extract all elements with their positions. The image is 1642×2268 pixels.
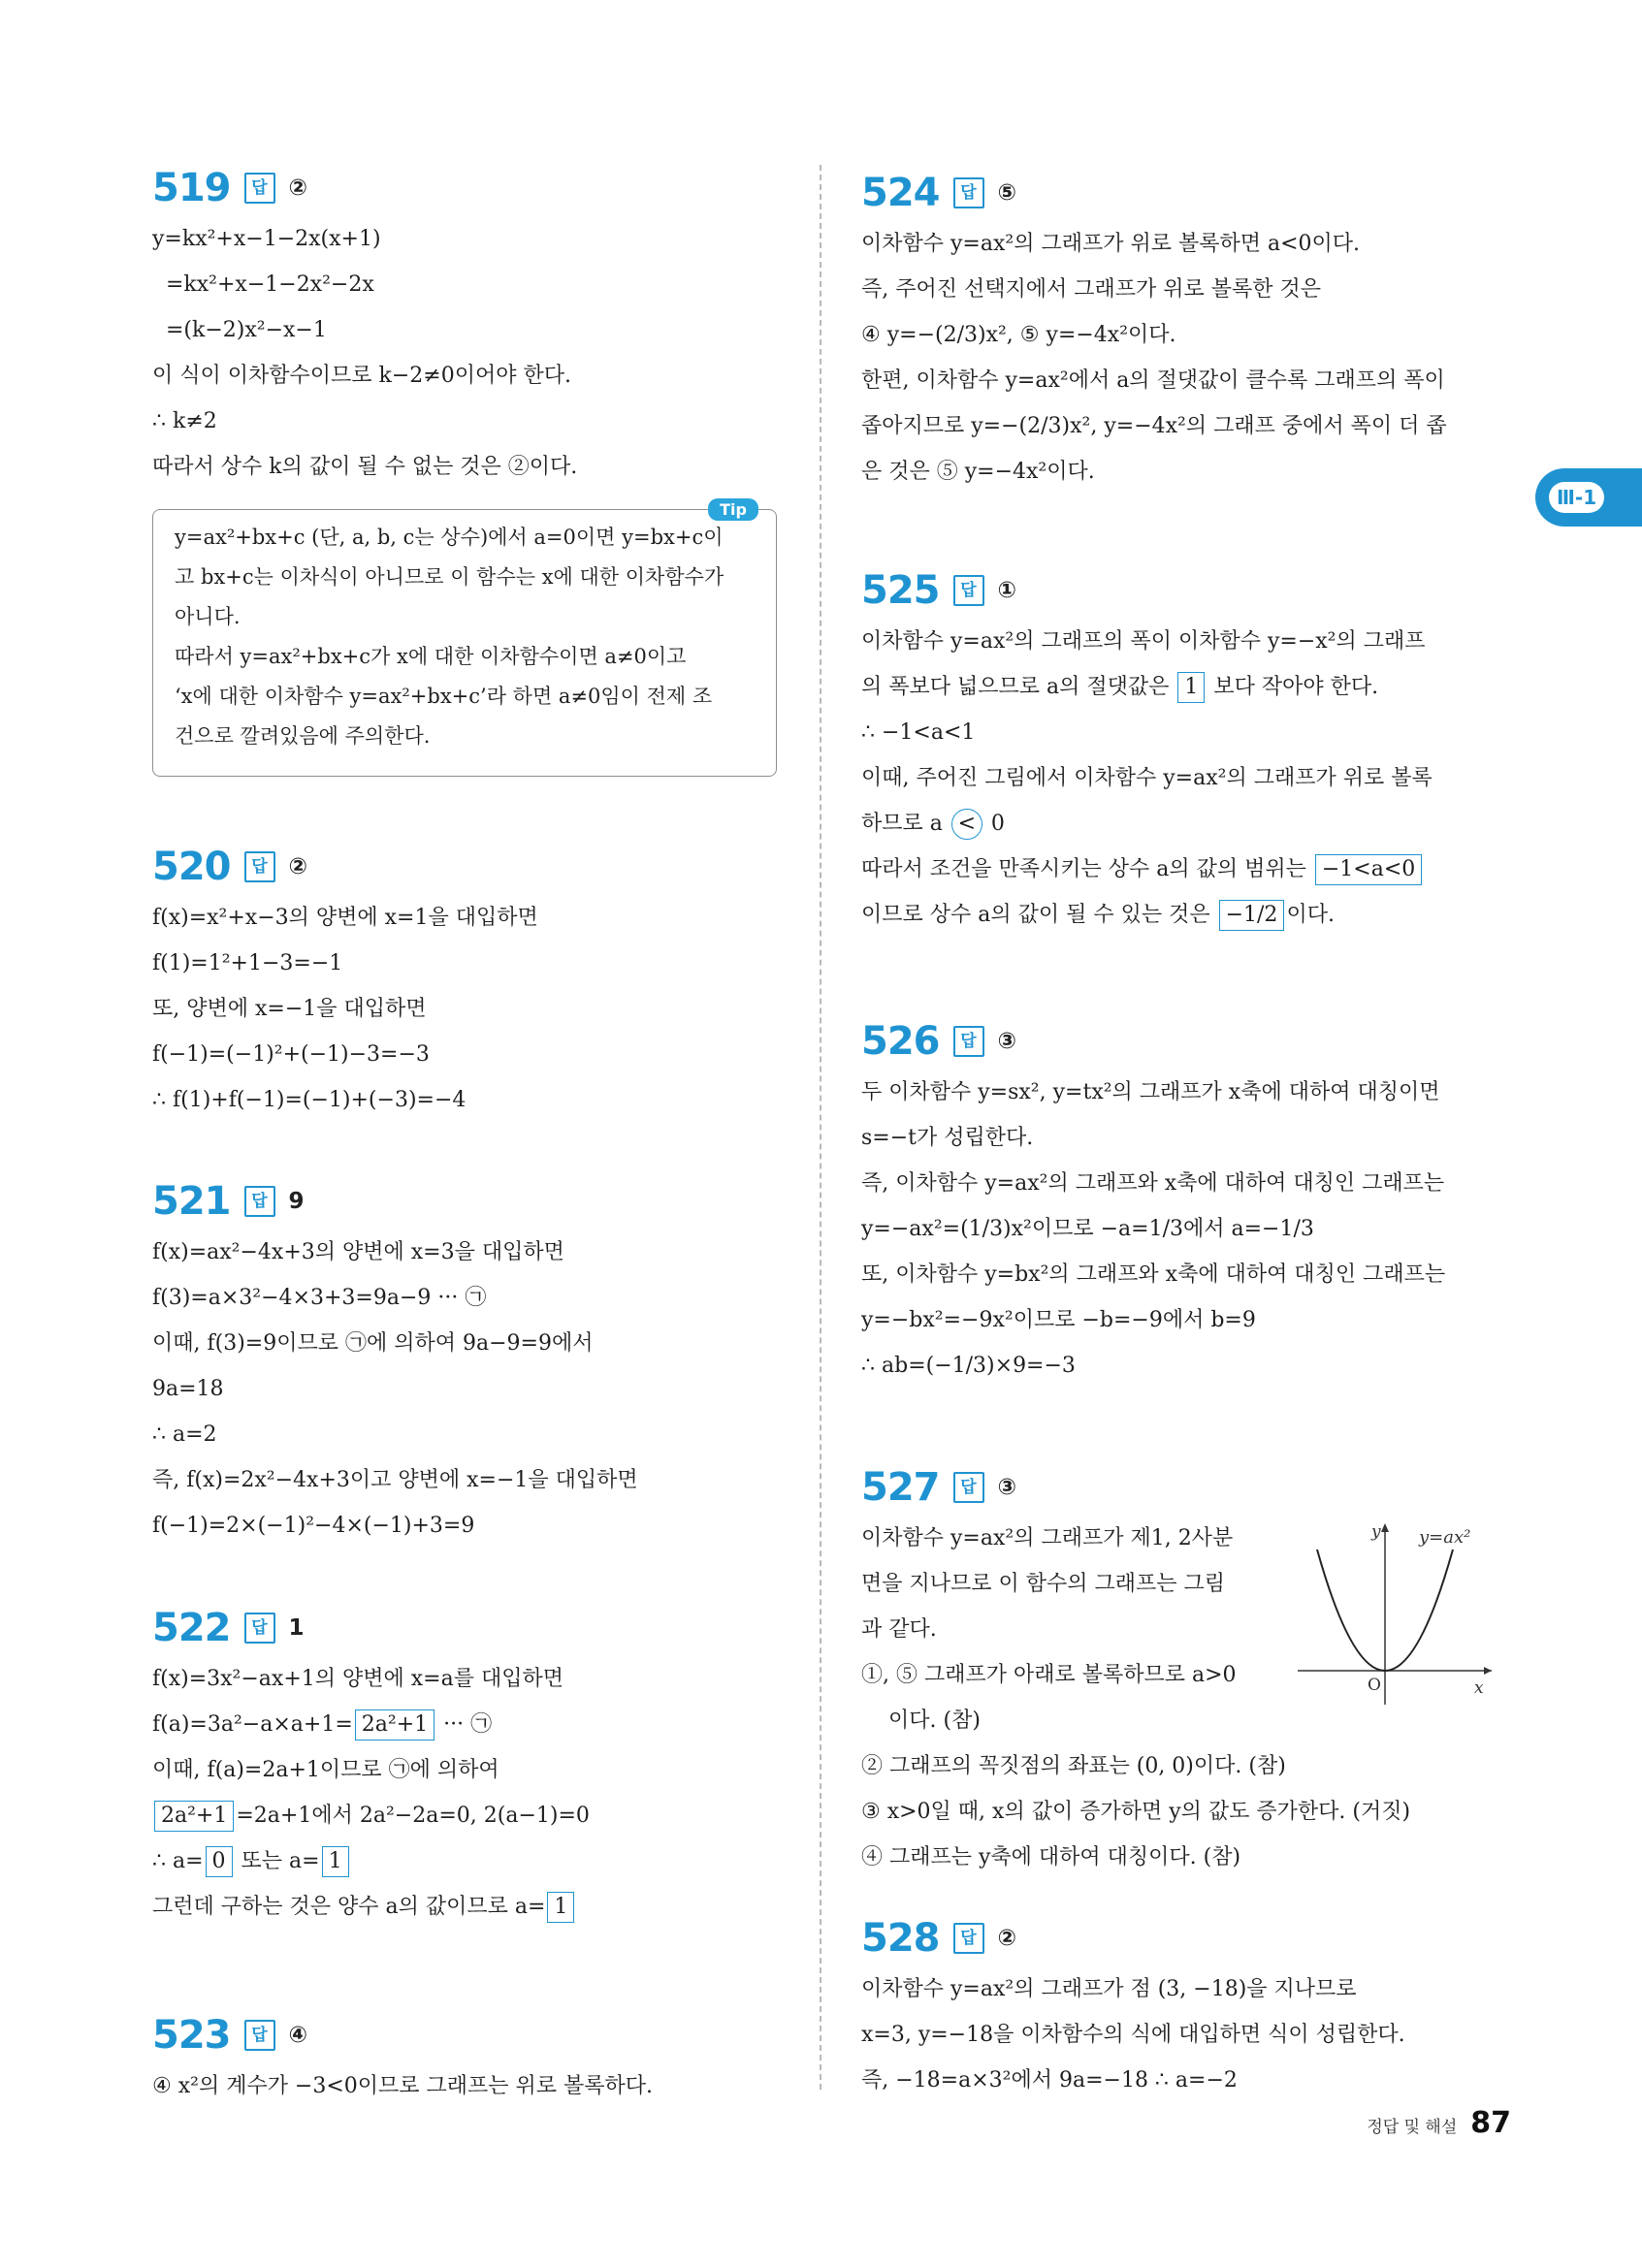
answer-value: ②	[288, 176, 307, 201]
problem-header	[861, 1459, 1492, 1516]
solution-line	[861, 801, 1492, 847]
blank-box: 2a²+1	[355, 1709, 435, 1741]
solution-line: ①, ⑤ 그래프가 아래로 볼록하므로 a>0	[861, 1663, 1237, 1687]
answer-value: ③	[997, 1029, 1016, 1054]
solution-line	[152, 1884, 783, 1930]
solution-line: f(x)=x²+x−3의 양변에 x=1을 대입하면	[152, 906, 538, 930]
solution-line	[861, 892, 1492, 938]
solution-line: ④ 그래프는 y축에 대하여 대칭이다. (참)	[861, 1845, 1241, 1869]
answer-badge: 답	[244, 1613, 275, 1644]
problem-520	[152, 839, 783, 1123]
expression-text: 0	[983, 812, 1005, 836]
answer-value: 1	[288, 1615, 305, 1641]
answer-value: 9	[288, 1189, 305, 1214]
solution-line: ∴ ab=(−1/3)×9=−3	[861, 1354, 1076, 1378]
solution-line: 즉, −18=a×3²에서 9a=−18 ∴ a=−2	[861, 2068, 1238, 2092]
answer-value: ④	[288, 2023, 307, 2048]
solution-line: x=3, y=−18을 이차함수의 식에 대입하면 식이 성립한다.	[861, 2023, 1405, 2047]
chapter-tab	[1535, 468, 1642, 527]
expression-text: 이므로 상수 a의 값이 될 수 있는 것은	[861, 903, 1217, 927]
problem-header	[861, 562, 1492, 619]
problem-number: 522	[152, 1606, 231, 1650]
solution-line: ∴ f(1)+f(−1)=(−1)+(−3)=−4	[152, 1088, 467, 1112]
answer-badge: 답	[244, 2020, 275, 2051]
problem-number: 524	[861, 171, 940, 215]
answer-value: ①	[997, 578, 1016, 603]
blank-box: 1	[1177, 672, 1205, 703]
expression-text: 이다.	[1286, 903, 1335, 927]
answer-badge: 답	[244, 173, 275, 204]
problem-528	[861, 1910, 1492, 2103]
solution-line: 좁아지므로 y=−(2/3)x², y=−4x²의 그래프 중에서 폭이 더 좁	[861, 414, 1447, 438]
chapter-tab-label: Ⅲ-1	[1549, 482, 1604, 513]
expression-text: =2a+1에서 2a²−2a=0, 2(a−1)=0	[236, 1804, 590, 1828]
page-footer	[1367, 2106, 1511, 2140]
solution-line: 이때, f(a)=2a+1이므로 ㉠에 의하여	[152, 1758, 499, 1782]
blank-box: 1	[322, 1846, 349, 1877]
solution-line: 이차함수 y=ax²의 그래프의 폭이 이차함수 y=−x²의 그래프	[861, 629, 1426, 654]
answer-badge: 답	[953, 575, 984, 606]
solution-line: ∴ a=2	[152, 1422, 217, 1447]
expression-text: 그런데 구하는 것은 양수 a의 값이므로 a=	[152, 1895, 546, 1919]
blank-circle: <	[951, 809, 982, 840]
problem-number: 520	[152, 845, 231, 889]
footer-label: 정답 및 해설	[1367, 2118, 1458, 2137]
answer-badge: 답	[953, 177, 984, 208]
solution-line: 이 식이 이차함수이므로 k−2≠0이어야 한다.	[152, 364, 571, 388]
answer-badge: 답	[244, 1186, 275, 1217]
solution-line: 면을 지나므로 이 함수의 그래프는 그림	[861, 1572, 1225, 1596]
y-axis-arrow	[1381, 1523, 1389, 1532]
expression-text: 하므로 a	[861, 812, 950, 836]
expression-text: 따라서 조건을 만족시키는 상수 a의 값의 범위는	[861, 857, 1313, 881]
solution-line: 즉, f(x)=2x²−4x+3이고 양변에 x=−1을 대입하면	[152, 1468, 638, 1492]
solution-line: y=kx²+x−1−2x(x+1)	[152, 227, 381, 251]
answer-value: ②	[997, 1926, 1016, 1951]
x-axis-arrow	[1484, 1667, 1492, 1675]
solution-line: 이차함수 y=ax²의 그래프가 위로 볼록하면 a<0이다.	[861, 232, 1360, 256]
answer-badge: 답	[953, 1472, 984, 1503]
problem-body	[861, 1516, 1492, 1880]
page-number: 87	[1470, 2106, 1511, 2140]
solution-line: =kx²+x−1−2x²−2x	[166, 272, 374, 297]
problem-number: 528	[861, 1916, 940, 1961]
problem-519	[152, 160, 783, 748]
solution-line: s=−t가 성립한다.	[861, 1126, 1034, 1150]
expression-text: 보다 작아야 한다.	[1207, 675, 1379, 699]
tip-line: 아니다.	[175, 605, 241, 628]
problem-header	[861, 165, 1492, 221]
solution-line	[861, 847, 1492, 892]
expression-text: 의 폭보다 넓으므로 a의 절댓값은	[861, 675, 1176, 699]
solution-line: 따라서 상수 k의 값이 될 수 없는 것은 ②이다.	[152, 455, 578, 479]
problem-523	[152, 2007, 783, 2109]
solution-line: 즉, 주어진 선택지에서 그래프가 위로 볼록한 것은	[861, 277, 1321, 302]
answer-value: ③	[997, 1475, 1016, 1500]
tip-line: y=ax²+bx+c (단, a, b, c는 상수)에서 a=0이면 y=bx+c이	[175, 526, 724, 549]
problem-number: 523	[152, 2013, 231, 2058]
solution-line: ③ x>0일 때, x의 값이 증가하면 y의 값도 증가한다. (거짓)	[861, 1800, 1411, 1824]
solution-line: =(k−2)x²−x−1	[166, 318, 327, 342]
problem-header	[152, 1173, 783, 1230]
solution-line	[152, 1838, 783, 1884]
problem-header	[861, 1910, 1492, 1966]
solution-line: 은 것은 ⑤ y=−4x²이다.	[861, 460, 1095, 484]
problem-header	[861, 1013, 1492, 1070]
expression-text: ∴ a=	[152, 1849, 204, 1873]
tip-line: 따라서 y=ax²+bx+c가 x에 대한 이차함수이면 a≠0이고	[175, 645, 687, 668]
origin-label: O	[1368, 1676, 1381, 1695]
solution-line: f(x)=ax²−4x+3의 양변에 x=3을 대입하면	[152, 1240, 564, 1264]
problem-header	[152, 2007, 783, 2063]
answer-value: ⑤	[997, 180, 1016, 206]
problem-number: 525	[861, 568, 940, 613]
tip-tag: Tip	[708, 498, 758, 521]
solution-line: f(1)=1²+1−3=−1	[152, 951, 343, 975]
expression-text: ··· ㉠	[436, 1712, 493, 1737]
solution-line: 이다. (참)	[888, 1709, 981, 1733]
solution-line: ∴ −1<a<1	[861, 720, 976, 745]
solution-line: 두 이차함수 y=sx², y=tx²의 그래프가 x축에 대하여 대칭이면	[861, 1080, 1440, 1104]
solution-line: 한편, 이차함수 y=ax²에서 a의 절댓값이 클수록 그래프의 폭이	[861, 368, 1445, 393]
solution-line	[861, 664, 1492, 710]
column-divider	[820, 165, 821, 2090]
problem-header	[152, 160, 783, 216]
expression-text: 또는 a=	[234, 1849, 320, 1873]
blank-box: 1	[547, 1892, 574, 1923]
tip-line: 고 bx+c는 이차식이 아니므로 이 함수는 x에 대한 이차함수가	[175, 565, 724, 589]
expression-text: f(a)=3a²−a×a+1=	[152, 1712, 353, 1737]
solution-line: f(−1)=(−1)²+(−1)−3=−3	[152, 1042, 430, 1067]
solution-line: 이때, 주어진 그림에서 이차함수 y=ax²의 그래프가 위로 볼록	[861, 766, 1433, 790]
solution-line: y=−ax²=(1/3)x²이므로 −a=1/3에서 a=−1/3	[861, 1217, 1314, 1241]
solution-line: 이차함수 y=ax²의 그래프가 점 (3, −18)을 지나므로	[861, 1977, 1357, 2001]
problem-number: 519	[152, 166, 231, 210]
solution-line: ∴ k≠2	[152, 409, 217, 433]
solution-line: ④ x²의 계수가 −3<0이므로 그래프는 위로 볼록하다.	[152, 2074, 654, 2098]
problem-number: 527	[861, 1465, 940, 1510]
blank-box: 2a²+1	[154, 1801, 234, 1832]
answer-badge: 답	[953, 1026, 984, 1057]
x-axis-label: x	[1474, 1678, 1484, 1698]
solution-line	[152, 1702, 783, 1747]
solution-line: 이때, f(3)=9이므로 ㉠에 의하여 9a−9=9에서	[152, 1331, 594, 1356]
solution-line: 9a=18	[152, 1377, 224, 1401]
solution-line: 즉, 이차함수 y=ax²의 그래프와 x축에 대하여 대칭인 그래프는	[861, 1171, 1445, 1196]
tip-line: ‘x에 대한 이차함수 y=ax²+bx+c’라 하면 a≠0임이 전제 조	[175, 685, 713, 708]
problem-number: 526	[861, 1019, 940, 1064]
answer-value: ②	[288, 854, 307, 879]
answer-badge: 답	[244, 851, 275, 882]
solution-line: 또, 이차함수 y=bx²의 그래프와 x축에 대하여 대칭인 그래프는	[861, 1262, 1446, 1287]
problem-number: 521	[152, 1179, 231, 1224]
solution-line: ④ y=−(2/3)x², ⑤ y=−4x²이다.	[861, 323, 1176, 347]
y-axis-label: y	[1371, 1522, 1381, 1542]
blank-box: −1/2	[1219, 900, 1285, 931]
solution-line: 이차함수 y=ax²의 그래프가 제1, 2사분	[861, 1526, 1234, 1550]
solution-line: y=−bx²=−9x²이므로 −b=−9에서 b=9	[861, 1308, 1256, 1332]
problem-525	[861, 562, 1492, 938]
solution-line: f(−1)=2×(−1)²−4×(−1)+3=9	[152, 1514, 475, 1538]
problem-527	[861, 1459, 1492, 1880]
problem-header	[152, 839, 783, 895]
solution-line: f(3)=a×3²−4×3+3=9a−9 ··· ㉠	[152, 1286, 487, 1310]
problem-524	[861, 165, 1492, 495]
tip-box	[152, 500, 777, 777]
tip-line: 건으로 깔려있음에 주의한다.	[175, 724, 431, 748]
solution-line: ② 그래프의 꼭짓점의 좌표는 (0, 0)이다. (참)	[861, 1754, 1286, 1778]
problem-header	[152, 1600, 783, 1656]
problem-522	[152, 1600, 783, 1930]
solution-line	[152, 1793, 783, 1838]
problem-526	[861, 1013, 1492, 1389]
blank-box: −1<a<0	[1315, 854, 1422, 885]
solution-line: f(x)=3x²−ax+1의 양변에 x=a를 대입하면	[152, 1667, 563, 1691]
curve-label: y=ax²	[1419, 1527, 1471, 1548]
blank-box: 0	[206, 1846, 233, 1877]
solution-line: 또, 양변에 x=−1을 대입하면	[152, 997, 427, 1021]
problem-521	[152, 1173, 783, 1549]
answer-badge: 답	[953, 1923, 984, 1954]
solution-line: 과 같다.	[861, 1617, 937, 1642]
parabola-graph	[1298, 1516, 1501, 1709]
